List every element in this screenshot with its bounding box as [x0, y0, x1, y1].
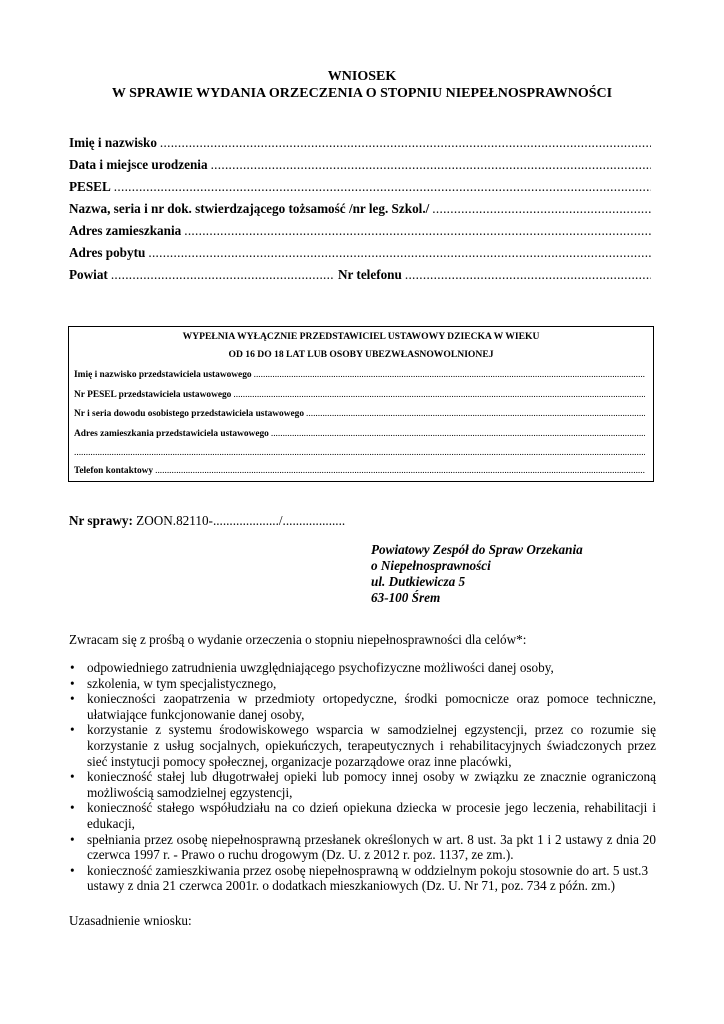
rep-address-field[interactable] — [74, 429, 645, 439]
pesel-input-line[interactable] — [114, 179, 651, 195]
county-label: Powiat — [69, 267, 108, 282]
representative-box — [68, 326, 654, 482]
id-document-label: Nazwa, seria i nr dok. stwierdzającego tożsamość /nr leg. Szkol./ — [69, 201, 430, 216]
county-phone-row — [69, 267, 651, 289]
birth-label: Data i miejsce urodzenia — [69, 157, 208, 172]
residence-input-line[interactable] — [184, 223, 651, 239]
case-number-label: Nr sprawy: — [69, 513, 133, 528]
recipient-line3: ul. Dutkiewicza 5 — [371, 574, 466, 589]
rep-id-field[interactable] — [74, 409, 645, 419]
rep-pesel-input-line[interactable] — [233, 390, 645, 400]
rep-address-extra-line[interactable] — [74, 448, 645, 458]
rep-address-input-line[interactable] — [271, 429, 645, 439]
rep-id-input-line[interactable] — [306, 409, 645, 419]
recipient-line2: o Niepełnosprawności — [371, 558, 491, 573]
rep-address-continuation[interactable] — [74, 448, 645, 458]
purposes-list — [69, 660, 656, 894]
purpose-item[interactable]: • spełniania przez osobę niepełnosprawną przesłanek określonych w art. 8 ust. 3a pkt 1 i 2 ustawy z dnia 20 czerwca 1997 r. - Prawo o ruchu drogowym (Dz. U. z 2012 r. poz. 1137, ze zm.). — [69, 832, 656, 863]
birth-field[interactable] — [69, 157, 651, 179]
name-field[interactable] — [69, 135, 651, 157]
stay-address-label: Adres pobytu — [69, 245, 146, 260]
pesel-field[interactable] — [69, 179, 651, 201]
justification-label: Uzasadnienie wniosku: — [69, 913, 192, 928]
phone-label: Nr telefonu — [338, 267, 402, 282]
pesel-label: PESEL — [69, 179, 111, 194]
rep-address-label: Adres zamieszkania przedstawiciela ustawowego — [74, 429, 269, 439]
rep-pesel-label: Nr PESEL przedstawiciela ustawowego — [74, 390, 232, 400]
form-subtitle: W SPRAWIE WYDANIA ORZECZENIA O STOPNIU NIEPEŁNOSPRAWNOŚCI — [111, 86, 613, 101]
stay-address-input-line[interactable] — [148, 245, 651, 261]
birth-input-line[interactable] — [211, 157, 651, 173]
rep-name-label: Imię i nazwisko przedstawiciela ustawowego — [74, 370, 252, 380]
rep-phone-input-line[interactable] — [155, 466, 645, 476]
representative-heading-line2: OD 16 DO 18 LAT LUB OSOBY UBEZWŁASNOWOLNIONEJ — [228, 349, 494, 360]
case-number — [69, 513, 345, 529]
representative-heading-line1: WYPEŁNIA WYŁĄCZNIE PRZEDSTAWICIEL USTAWOWY DZIECKA W WIEKU — [182, 331, 540, 342]
case-number-value[interactable]: ZOON.82110-..................../................... — [136, 513, 346, 528]
purpose-item[interactable]: • korzystanie z systemu środowiskowego wsparcia w samodzielnej egzystencji, przez co rozumie się korzystanie z usług socjalnych, opiekuńczych, terapeutycznych i rehabilitacyjnych świadczonych przez sieć instytucji pomocy społecznej, organizacje pozarządowe oraz inne placówki, — [69, 722, 656, 769]
rep-name-input-line[interactable] — [254, 370, 645, 380]
rep-name-field[interactable] — [74, 370, 645, 380]
residence-field[interactable] — [69, 223, 651, 245]
stay-address-field[interactable] — [69, 245, 651, 267]
purpose-item[interactable]: • konieczność stałej lub długotrwałej opieki lub pomocy innej osoby w związku ze znacznie ograniczoną możliwością samodzielnej egzystencji, — [69, 769, 656, 800]
id-document-input-line[interactable] — [432, 201, 651, 217]
purpose-item[interactable]: • konieczność stałego współudziału na co dzień opiekuna dziecka w procesie jego leczenia, rehabilitacji i edukacji, — [69, 800, 656, 831]
purpose-item[interactable]: • odpowiedniego zatrudnienia uwzględniającego psychofizyczne możliwości danej osoby, — [69, 660, 656, 676]
county-input-line[interactable] — [111, 267, 334, 283]
rep-pesel-field[interactable] — [74, 390, 645, 400]
name-label: Imię i nazwisko — [69, 135, 157, 150]
recipient-line4: 63-100 Śrem — [371, 590, 441, 605]
rep-phone-label: Telefon kontaktowy — [74, 466, 154, 476]
rep-phone-field[interactable] — [74, 466, 645, 476]
rep-id-label: Nr i seria dowodu osobistego przedstawiciela ustawowego — [74, 409, 305, 419]
purpose-item[interactable]: • konieczności zaopatrzenia w przedmioty ortopedyczne, środki pomocnicze oraz pomoce techniczne, ułatwiające funkcjonowanie danej osoby, — [69, 691, 656, 722]
residence-label: Adres zamieszkania — [69, 223, 182, 238]
form-title: WNIOSEK — [327, 69, 397, 84]
purpose-item[interactable]: • konieczność zamieszkiwania przez osobę niepełnosprawną w oddzielnym pokoju stosownie do art. 5 ust.3 ustawy z dnia 21 czerwca 2001r. o dodatkach mieszkaniowych (Dz. U. Nr 71, poz. 734 z późn. zm.) — [69, 863, 656, 894]
request-intro: Zwracam się z prośbą o wydanie orzeczenia o stopniu niepełnosprawności dla celów*: — [69, 632, 527, 647]
purpose-item[interactable]: • szkolenia, w tym specjalistycznego, — [69, 676, 656, 692]
phone-input-line[interactable] — [405, 267, 651, 283]
id-document-field[interactable] — [69, 201, 651, 223]
recipient-line1: Powiatowy Zespół do Spraw Orzekania — [371, 542, 583, 557]
name-input-line[interactable] — [160, 135, 651, 151]
